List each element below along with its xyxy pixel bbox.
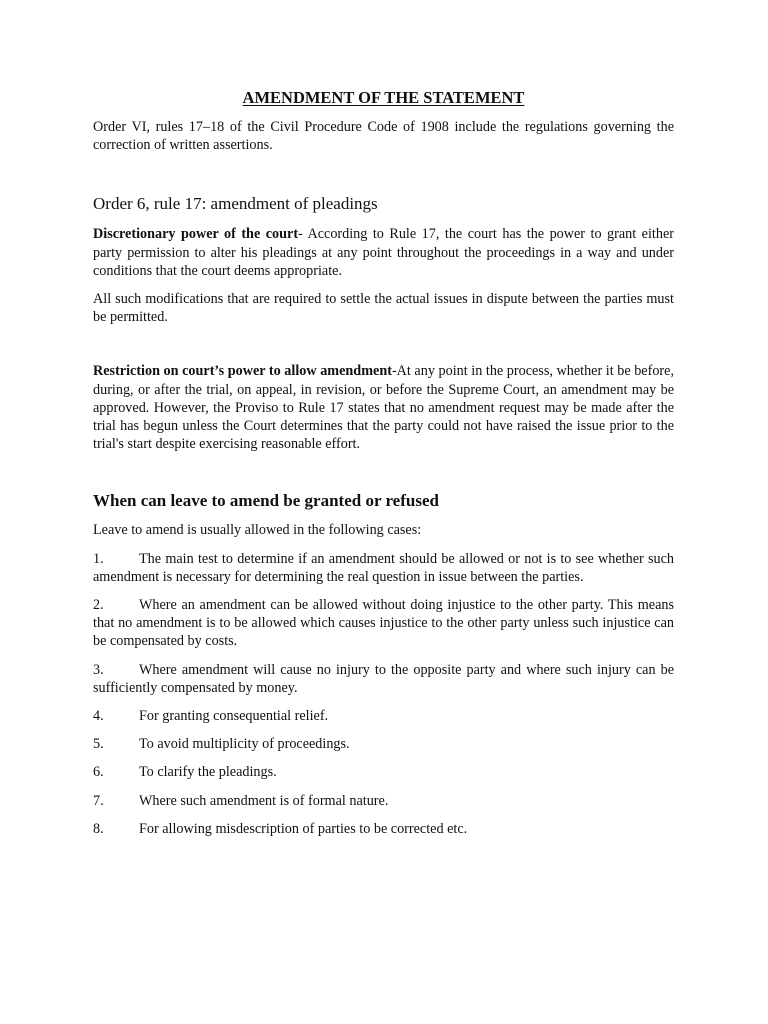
restriction-paragraph: [93, 362, 674, 453]
section-heading-order6: Order 6, rule 17: amendment of pleadings: [93, 194, 378, 214]
list-item: [93, 661, 674, 697]
cases-list: [93, 550, 674, 838]
list-item-number: 4.: [93, 708, 104, 725]
list-item: [93, 820, 674, 838]
list-item-text: Where such amendment is of formal nature.: [139, 792, 389, 809]
list-item-text: The main test to determine if an amendment should be allowed or not is to see whether such amendment is necessary for determining the real question in issue between the parties.: [93, 550, 674, 585]
list-item: [93, 707, 674, 725]
restriction-text: -At any point in the process, whether it be before, during, or after the trial, on appeal, in revision, or before the Supreme Court, an amendment may be approved. However, the Proviso to Rule 17 states that no amendment request may be made after the trial has begun unless the Court determines that the party could not have raised the issue prior to the trial's start despite exercising reasonable effort.: [93, 363, 674, 453]
list-item-text: Where amendment will cause no injury to the opposite party and where such injury can be sufficiently compensated by money.: [93, 661, 674, 696]
restriction-lead: Restriction on court’s power to allow amendment: [93, 363, 392, 380]
list-item-number: 8.: [93, 820, 104, 837]
list-item-text: Where an amendment can be allowed without doing injustice to the other party. This means that no amendment is to be allowed which causes injustice to the other party unless such injustice can be compensated by costs.: [93, 597, 674, 650]
discretionary-power-text: - According to Rule 17, the court has the power to grant either party permission to alter his pleadings at any point throughout the proceedings in a way and under conditions that the court deems appropriate.: [93, 226, 674, 279]
list-item-text: For granting consequential relief.: [139, 708, 329, 725]
list-item: [93, 792, 674, 810]
modifications-paragraph: All such modifications that are required to settle the actual issues in dispute between the parties must be permitted.: [93, 291, 674, 326]
list-item-number: 7.: [93, 792, 104, 809]
list-item: [93, 763, 674, 781]
list-item-number: 6.: [93, 764, 104, 781]
leave-intro-paragraph: Leave to amend is usually allowed in the following cases:: [93, 522, 422, 539]
intro-paragraph: Order VI, rules 17–18 of the Civil Procedure Code of 1908 include the regulations governing the correction of written assertions.: [93, 119, 674, 154]
list-item-text: To clarify the pleadings.: [139, 764, 277, 781]
list-item-number: 3.: [93, 661, 104, 678]
section-heading-leave: When can leave to amend be granted or refused: [93, 491, 439, 511]
list-item-number: 2.: [93, 597, 104, 614]
list-item-text: For allowing misdescription of parties to be corrected etc.: [139, 820, 468, 837]
document-title: AMENDMENT OF THE STATEMENT: [242, 88, 525, 107]
discretionary-power-lead: Discretionary power of the court: [93, 226, 299, 243]
list-item: [93, 550, 674, 586]
list-item: [93, 596, 674, 651]
list-item-number: 5.: [93, 736, 104, 753]
list-item-number: 1.: [93, 550, 104, 567]
list-item-text: To avoid multiplicity of proceedings.: [139, 736, 350, 753]
document-page: [93, 88, 674, 848]
list-item: [93, 735, 674, 753]
discretionary-power-paragraph: [93, 225, 674, 280]
